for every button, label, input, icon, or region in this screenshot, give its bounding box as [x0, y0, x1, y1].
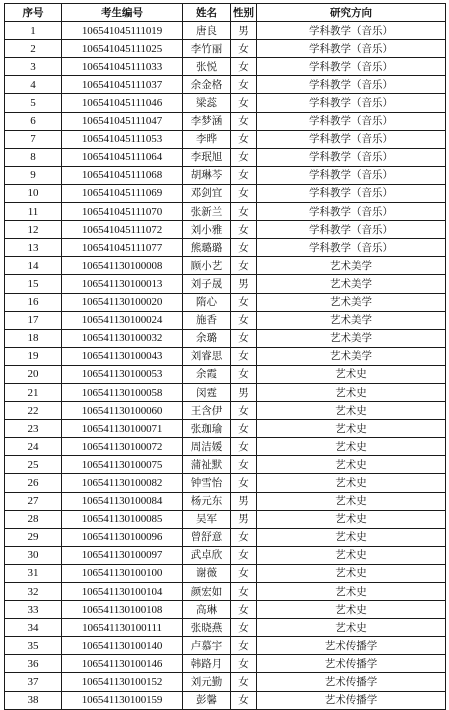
cell-candidate-id: 106541130100071: [62, 420, 183, 438]
cell-gender: 女: [231, 130, 257, 148]
cell-research-direction: 学科教学（音乐）: [257, 184, 446, 202]
cell-candidate-id: 106541130100082: [62, 474, 183, 492]
table-row: [5, 673, 446, 691]
cell-name: 唐良: [183, 22, 231, 40]
cell-gender: 男: [231, 22, 257, 40]
cell-serial-number: 6: [5, 112, 62, 130]
cell-gender: 女: [231, 40, 257, 58]
cell-research-direction: 学科教学（音乐）: [257, 203, 446, 221]
cell-serial-number: 26: [5, 474, 62, 492]
cell-serial-number: 1: [5, 22, 62, 40]
cell-serial-number: 30: [5, 546, 62, 564]
header-serial-number: 序号: [5, 4, 62, 22]
table-row: [5, 22, 446, 40]
cell-name: 刘子晟: [183, 275, 231, 293]
cell-research-direction: 艺术史: [257, 601, 446, 619]
table-row: [5, 492, 446, 510]
cell-serial-number: 34: [5, 619, 62, 637]
table-row: [5, 383, 446, 401]
cell-candidate-id: 106541130100111: [62, 619, 183, 637]
cell-name: 余霞: [183, 365, 231, 383]
table-row: [5, 619, 446, 637]
cell-name: 蒲祉默: [183, 456, 231, 474]
cell-serial-number: 11: [5, 203, 62, 221]
admission-list-table: [4, 3, 446, 710]
cell-name: 张悦: [183, 58, 231, 76]
cell-candidate-id: 106541130100024: [62, 311, 183, 329]
cell-gender: 女: [231, 402, 257, 420]
cell-candidate-id: 106541045111068: [62, 166, 183, 184]
cell-candidate-id: 106541045111047: [62, 112, 183, 130]
cell-gender: 男: [231, 275, 257, 293]
cell-candidate-id: 106541130100075: [62, 456, 183, 474]
table-row: [5, 365, 446, 383]
table-row: [5, 275, 446, 293]
cell-name: 施香: [183, 311, 231, 329]
cell-serial-number: 27: [5, 492, 62, 510]
cell-serial-number: 38: [5, 691, 62, 709]
cell-research-direction: 学科教学（音乐）: [257, 166, 446, 184]
cell-candidate-id: 106541130100097: [62, 546, 183, 564]
cell-candidate-id: 106541045111069: [62, 184, 183, 202]
table-row: [5, 420, 446, 438]
header-row: [5, 4, 446, 22]
cell-gender: 女: [231, 564, 257, 582]
table-row: [5, 58, 446, 76]
cell-candidate-id: 106541130100159: [62, 691, 183, 709]
cell-serial-number: 9: [5, 166, 62, 184]
cell-research-direction: 艺术史: [257, 456, 446, 474]
cell-research-direction: 艺术史: [257, 365, 446, 383]
header-candidate-id: 考生编号: [62, 4, 183, 22]
cell-name: 余金格: [183, 76, 231, 94]
cell-serial-number: 35: [5, 637, 62, 655]
table-row: [5, 257, 446, 275]
cell-candidate-id: 106541045111046: [62, 94, 183, 112]
cell-gender: 女: [231, 438, 257, 456]
cell-candidate-id: 106541130100104: [62, 583, 183, 601]
cell-research-direction: 艺术史: [257, 492, 446, 510]
cell-gender: 女: [231, 148, 257, 166]
table-row: [5, 184, 446, 202]
table-row: [5, 528, 446, 546]
cell-name: 颜宏如: [183, 583, 231, 601]
cell-name: 李梦涵: [183, 112, 231, 130]
cell-serial-number: 36: [5, 655, 62, 673]
cell-research-direction: 学科教学（音乐）: [257, 130, 446, 148]
table-row: [5, 40, 446, 58]
cell-name: 曾舒意: [183, 528, 231, 546]
cell-gender: 女: [231, 311, 257, 329]
cell-serial-number: 8: [5, 148, 62, 166]
cell-gender: 女: [231, 329, 257, 347]
cell-candidate-id: 106541130100060: [62, 402, 183, 420]
table-row: [5, 112, 446, 130]
table-row: [5, 347, 446, 365]
cell-name: 高琳: [183, 601, 231, 619]
cell-research-direction: 艺术美学: [257, 311, 446, 329]
cell-gender: 女: [231, 673, 257, 691]
cell-gender: 男: [231, 510, 257, 528]
cell-gender: 女: [231, 655, 257, 673]
cell-serial-number: 18: [5, 329, 62, 347]
cell-serial-number: 24: [5, 438, 62, 456]
table-row: [5, 329, 446, 347]
cell-name: 周洁媛: [183, 438, 231, 456]
table-row: [5, 239, 446, 257]
cell-candidate-id: 106541130100085: [62, 510, 183, 528]
cell-candidate-id: 106541130100008: [62, 257, 183, 275]
cell-research-direction: 学科教学（音乐）: [257, 94, 446, 112]
cell-research-direction: 艺术美学: [257, 347, 446, 365]
cell-candidate-id: 106541045111070: [62, 203, 183, 221]
cell-candidate-id: 106541130100032: [62, 329, 183, 347]
cell-gender: 女: [231, 546, 257, 564]
cell-research-direction: 学科教学（音乐）: [257, 40, 446, 58]
cell-name: 卢慕宇: [183, 637, 231, 655]
cell-gender: 女: [231, 112, 257, 130]
table-body: [5, 22, 446, 710]
cell-name: 闵霆: [183, 383, 231, 401]
cell-serial-number: 10: [5, 184, 62, 202]
cell-name: 李晔: [183, 130, 231, 148]
cell-name: 吴军: [183, 510, 231, 528]
cell-candidate-id: 106541130100072: [62, 438, 183, 456]
cell-gender: 女: [231, 293, 257, 311]
cell-gender: 女: [231, 528, 257, 546]
table-row: [5, 148, 446, 166]
cell-serial-number: 22: [5, 402, 62, 420]
cell-research-direction: 艺术史: [257, 510, 446, 528]
cell-name: 彭馨: [183, 691, 231, 709]
cell-candidate-id: 106541130100053: [62, 365, 183, 383]
table-row: [5, 76, 446, 94]
cell-research-direction: 艺术美学: [257, 293, 446, 311]
cell-research-direction: 艺术传播学: [257, 655, 446, 673]
cell-candidate-id: 106541045111033: [62, 58, 183, 76]
cell-candidate-id: 106541130100152: [62, 673, 183, 691]
table-row: [5, 564, 446, 582]
cell-candidate-id: 106541045111019: [62, 22, 183, 40]
cell-serial-number: 5: [5, 94, 62, 112]
cell-name: 韩路月: [183, 655, 231, 673]
cell-research-direction: 艺术传播学: [257, 691, 446, 709]
cell-serial-number: 19: [5, 347, 62, 365]
cell-research-direction: 艺术史: [257, 528, 446, 546]
cell-name: 武卓欣: [183, 546, 231, 564]
cell-gender: 女: [231, 166, 257, 184]
cell-serial-number: 32: [5, 583, 62, 601]
cell-research-direction: 艺术美学: [257, 329, 446, 347]
cell-gender: 女: [231, 203, 257, 221]
cell-serial-number: 13: [5, 239, 62, 257]
table-row: [5, 510, 446, 528]
cell-name: 钟雪怡: [183, 474, 231, 492]
cell-candidate-id: 106541130100108: [62, 601, 183, 619]
table-row: [5, 637, 446, 655]
table-row: [5, 221, 446, 239]
cell-name: 刘元勤: [183, 673, 231, 691]
cell-name: 邓剑宜: [183, 184, 231, 202]
cell-candidate-id: 106541130100100: [62, 564, 183, 582]
table-row: [5, 456, 446, 474]
cell-gender: 女: [231, 184, 257, 202]
cell-name: 李珉旭: [183, 148, 231, 166]
cell-serial-number: 4: [5, 76, 62, 94]
cell-candidate-id: 106541130100096: [62, 528, 183, 546]
cell-candidate-id: 106541130100013: [62, 275, 183, 293]
cell-serial-number: 16: [5, 293, 62, 311]
cell-gender: 女: [231, 619, 257, 637]
cell-research-direction: 艺术史: [257, 619, 446, 637]
table-row: [5, 130, 446, 148]
table-row: [5, 583, 446, 601]
cell-research-direction: 艺术史: [257, 438, 446, 456]
cell-name: 张晓燕: [183, 619, 231, 637]
cell-gender: 女: [231, 76, 257, 94]
cell-research-direction: 学科教学（音乐）: [257, 112, 446, 130]
cell-gender: 女: [231, 221, 257, 239]
table-row: [5, 438, 446, 456]
cell-gender: 女: [231, 474, 257, 492]
cell-research-direction: 艺术传播学: [257, 637, 446, 655]
cell-name: 李竹丽: [183, 40, 231, 58]
cell-serial-number: 3: [5, 58, 62, 76]
table-row: [5, 691, 446, 709]
cell-research-direction: 艺术传播学: [257, 673, 446, 691]
cell-gender: 男: [231, 492, 257, 510]
cell-name: 隋心: [183, 293, 231, 311]
cell-candidate-id: 106541045111025: [62, 40, 183, 58]
cell-gender: 女: [231, 691, 257, 709]
cell-candidate-id: 106541045111053: [62, 130, 183, 148]
cell-gender: 女: [231, 94, 257, 112]
cell-serial-number: 31: [5, 564, 62, 582]
cell-research-direction: 艺术史: [257, 402, 446, 420]
cell-candidate-id: 106541130100058: [62, 383, 183, 401]
cell-research-direction: 艺术史: [257, 583, 446, 601]
header-research-direction: 研究方向: [257, 4, 446, 22]
cell-serial-number: 28: [5, 510, 62, 528]
cell-research-direction: 学科教学（音乐）: [257, 76, 446, 94]
table-row: [5, 601, 446, 619]
cell-research-direction: 艺术美学: [257, 257, 446, 275]
cell-name: 顾小艺: [183, 257, 231, 275]
cell-serial-number: 20: [5, 365, 62, 383]
table-row: [5, 166, 446, 184]
cell-research-direction: 学科教学（音乐）: [257, 148, 446, 166]
table-row: [5, 203, 446, 221]
cell-candidate-id: 106541045111037: [62, 76, 183, 94]
cell-candidate-id: 106541045111077: [62, 239, 183, 257]
cell-gender: 女: [231, 583, 257, 601]
cell-research-direction: 学科教学（音乐）: [257, 239, 446, 257]
table-row: [5, 293, 446, 311]
cell-candidate-id: 106541130100043: [62, 347, 183, 365]
cell-name: 张新兰: [183, 203, 231, 221]
cell-gender: 女: [231, 637, 257, 655]
cell-gender: 女: [231, 58, 257, 76]
table-row: [5, 402, 446, 420]
cell-serial-number: 29: [5, 528, 62, 546]
cell-serial-number: 7: [5, 130, 62, 148]
cell-research-direction: 艺术史: [257, 420, 446, 438]
cell-candidate-id: 106541130100146: [62, 655, 183, 673]
cell-serial-number: 2: [5, 40, 62, 58]
cell-serial-number: 15: [5, 275, 62, 293]
cell-serial-number: 17: [5, 311, 62, 329]
table-row: [5, 311, 446, 329]
cell-name: 梁蕊: [183, 94, 231, 112]
cell-serial-number: 21: [5, 383, 62, 401]
table-row: [5, 474, 446, 492]
cell-research-direction: 学科教学（音乐）: [257, 22, 446, 40]
cell-name: 刘睿思: [183, 347, 231, 365]
cell-serial-number: 23: [5, 420, 62, 438]
cell-name: 张珈瑜: [183, 420, 231, 438]
cell-gender: 女: [231, 257, 257, 275]
cell-candidate-id: 106541045111072: [62, 221, 183, 239]
cell-gender: 女: [231, 420, 257, 438]
cell-name: 胡琳芩: [183, 166, 231, 184]
table-row: [5, 655, 446, 673]
cell-serial-number: 37: [5, 673, 62, 691]
cell-name: 刘小雅: [183, 221, 231, 239]
cell-name: 谢薇: [183, 564, 231, 582]
cell-gender: 女: [231, 365, 257, 383]
cell-candidate-id: 106541130100140: [62, 637, 183, 655]
cell-gender: 女: [231, 239, 257, 257]
cell-name: 杨元东: [183, 492, 231, 510]
cell-name: 余璐: [183, 329, 231, 347]
cell-candidate-id: 106541130100020: [62, 293, 183, 311]
cell-serial-number: 14: [5, 257, 62, 275]
cell-candidate-id: 106541045111064: [62, 148, 183, 166]
cell-gender: 女: [231, 601, 257, 619]
header-gender: 性别: [231, 4, 257, 22]
cell-name: 王含伊: [183, 402, 231, 420]
cell-serial-number: 12: [5, 221, 62, 239]
cell-gender: 男: [231, 383, 257, 401]
cell-research-direction: 学科教学（音乐）: [257, 221, 446, 239]
cell-gender: 女: [231, 456, 257, 474]
cell-serial-number: 25: [5, 456, 62, 474]
cell-research-direction: 艺术史: [257, 546, 446, 564]
cell-research-direction: 艺术美学: [257, 275, 446, 293]
cell-research-direction: 学科教学（音乐）: [257, 58, 446, 76]
cell-research-direction: 艺术史: [257, 564, 446, 582]
cell-name: 熊璐璐: [183, 239, 231, 257]
table-row: [5, 546, 446, 564]
table-row: [5, 94, 446, 112]
cell-research-direction: 艺术史: [257, 383, 446, 401]
cell-serial-number: 33: [5, 601, 62, 619]
cell-candidate-id: 106541130100084: [62, 492, 183, 510]
cell-gender: 女: [231, 347, 257, 365]
header-name: 姓名: [183, 4, 231, 22]
cell-research-direction: 艺术史: [257, 474, 446, 492]
